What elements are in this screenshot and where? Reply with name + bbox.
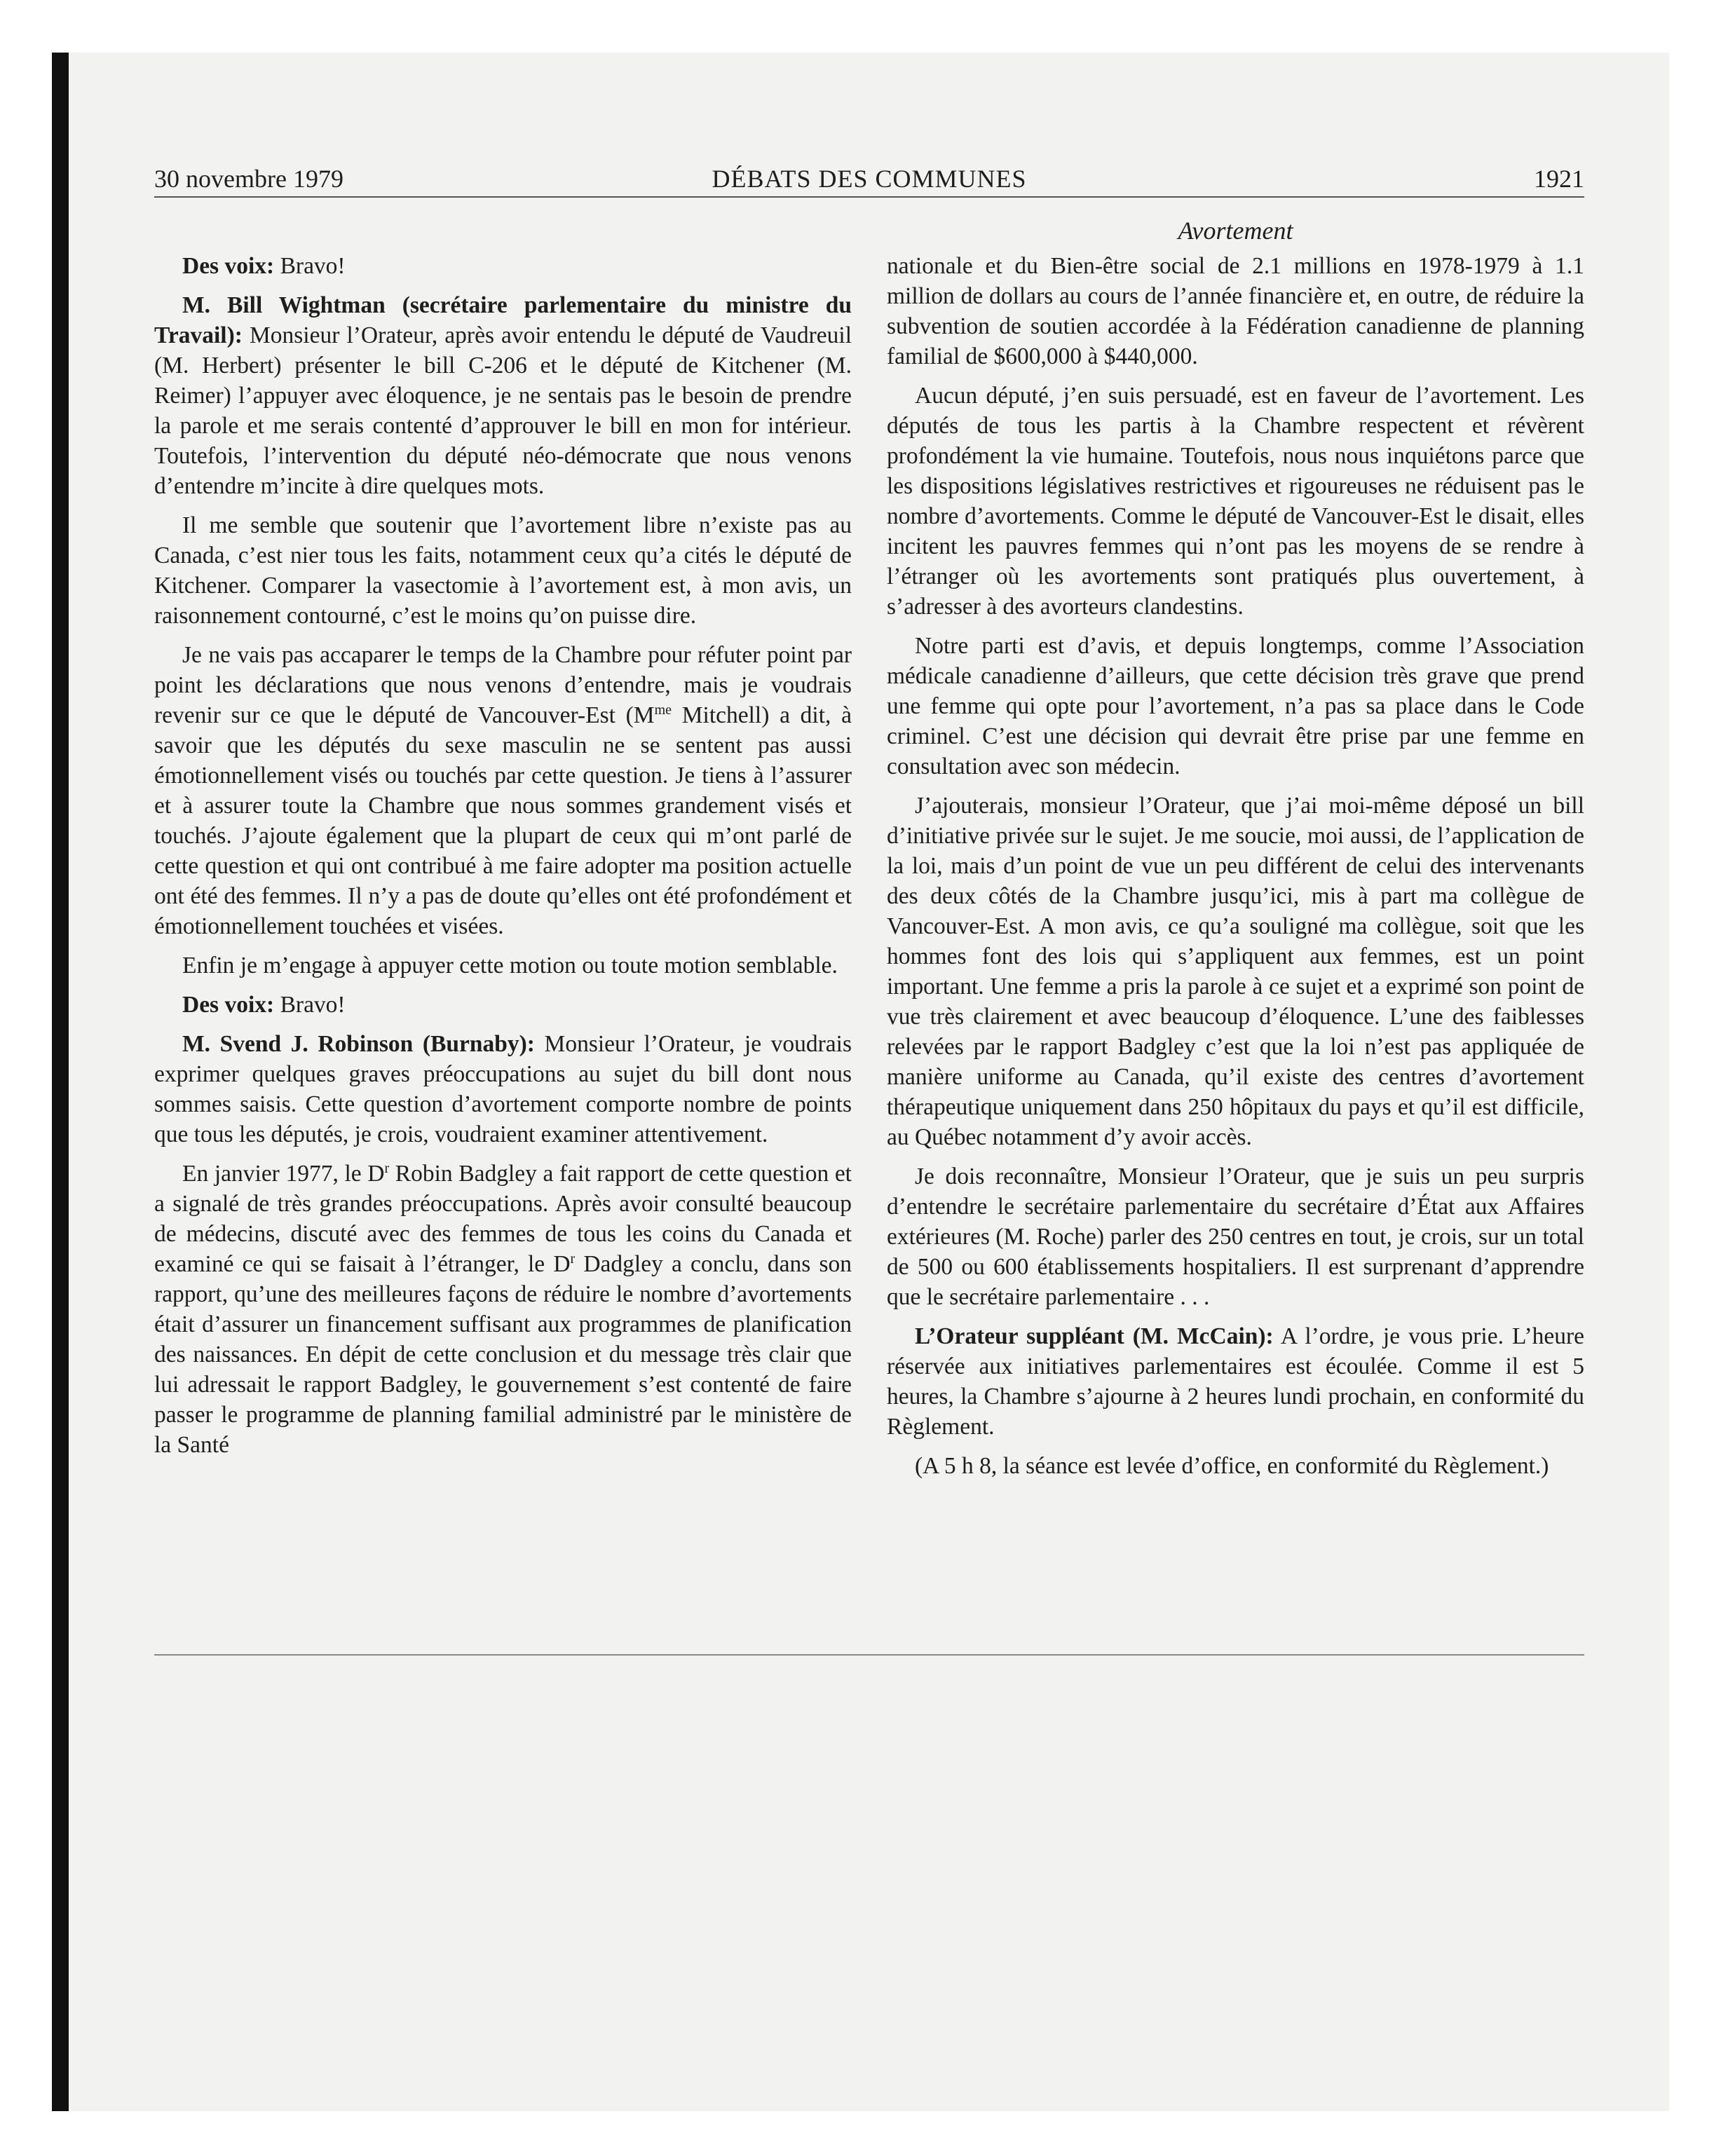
speaker-name: M. Svend J. Robinson (Burnaby): xyxy=(182,1031,535,1057)
footer-rule xyxy=(154,1654,1584,1656)
superscript: r xyxy=(384,1160,390,1176)
paragraph xyxy=(887,1321,1584,1442)
paragraph-text: Je dois reconnaître, Monsieur l’Orateur, que je suis un peu surpris d’entendre le secrétaire parlementaire du secrétaire d’État aux Affaires extérieures (M. Roche) parler des 250 centres en tout, je crois, sur un total de 500 ou 600 établissements hospitaliers. Il est surprenant d’apprendre que le secrétaire parlementaire . . . xyxy=(887,1164,1584,1310)
paragraph xyxy=(887,251,1584,371)
paragraph xyxy=(154,950,852,981)
paragraph-text: Il me semble que soutenir que l’avortement libre n’existe pas au Canada, c’est nier tous les faits, notamment ceux qu’a cités le député de Kitchener. Comparer la vasectomie à l’avortement est, à mon avis, un raisonnement contourné, c’est le moins qu’on puisse dire. xyxy=(154,512,852,629)
paragraph-text: Monsieur l’Orateur, après avoir entendu le député de Vaudreuil (M. Herbert) présenter le bill C-206 et le député de Kitchener (M. Reimer) l’appuyer avec éloquence, je ne sentais pas le besoin de prendre la parole et me serais contenté d’approuver le bill en mon for intérieur. Toutefois, l’intervention du député néo-démocrate que nous venons d’entendre m’incite à dire quelques mots. xyxy=(154,322,852,499)
paragraph-text: A l’ordre, je vous prie. L’heure réservée aux initiatives parlementaires est écoulée. Comme il est 5 heures, la Chambre s’ajourne à 2 heures lundi prochain, en conformité du Règlement. xyxy=(887,1323,1584,1440)
paragraph-text: Dadgley a conclu, dans son rapport, qu’une des meilleures façons de réduire le nombre d’avortements était d’assurer un financement suffisant aux programmes de planification des naissances. En dépit de cette conclusion et du message très clair que lui adressait le rapport Badgley, le gouvernement s’est contenté de faire passer le programme de planning familial administré par le ministère de la Santé xyxy=(154,1251,852,1458)
superscript: r xyxy=(570,1250,576,1267)
speaker-name: Des voix: xyxy=(182,253,275,279)
paragraph-text: nationale et du Bien-être social de 2.1 millions en 1978-1979 à 1.1 million de dollars au cours de l’année financière et, en outre, de réduire la subvention de soutien accordée à la Fédération canadienne de planning familial de $600,000 à $440,000. xyxy=(887,253,1584,369)
right-column xyxy=(887,251,1584,1490)
paragraph xyxy=(154,1159,852,1460)
paragraph xyxy=(154,290,852,501)
superscript: me xyxy=(654,702,672,718)
paragraph-text: Aucun député, j’en suis persuadé, est en faveur de l’avortement. Les députés de tous les partis à la Chambre respectent et révèrent profondément la vie humaine. Toutefois, nous nous inquiétons parce que les dispositions législatives restrictives et rigoureuses ne réduisent pas le nombre d’avortements. Comme le député de Vancouver-Est le disait, elles incitent les pauvres femmes qui n’ont pas les moyens de se rendre à l’étranger où les avortements sont pratiqués plus ouvertement, à s’adresser à des avorteurs clandestins. xyxy=(887,383,1584,620)
paragraph-text: Bravo! xyxy=(274,253,346,279)
paragraph-text: Robin Badgley a fait rapport de cette question et a signalé de très grandes préoccupations. Après avoir consulté beaucoup de médecins, discuté avec des femmes de tous les coins du Canada et examiné ce qui se faisait à l’étranger, le D xyxy=(154,1161,852,1277)
paragraph xyxy=(887,1451,1584,1481)
left-column xyxy=(154,251,852,1469)
paragraph xyxy=(887,791,1584,1152)
paragraph xyxy=(887,631,1584,782)
page-number: 1921 xyxy=(1534,165,1584,193)
paragraph-text: Mitchell) a dit, à savoir que les députés du sexe masculin ne se sentent pas aussi émotionnellement visés ou touchés par cette question. Je tiens à l’assurer et à assurer toute la Chambre que nous sommes grandement visés et touchés. J’ajoute également que la plupart de ceux qui m’ont parlé de cette question et qui ont contribué à me faire adopter ma position actuelle ont été des femmes. Il n’y a pas de doute qu’elles ont été profondément et émotionnellement touchées et visées. xyxy=(154,702,852,939)
speaker-name: M. Bill Wightman (secrétaire parlementaire du ministre du Travail): xyxy=(154,292,852,348)
paragraph xyxy=(154,990,852,1020)
page-header xyxy=(154,161,1584,196)
section-heading: Avortement xyxy=(1178,217,1293,245)
paragraph xyxy=(154,1029,852,1149)
paragraph xyxy=(154,640,852,941)
speaker-name: L’Orateur suppléant (M. McCain): xyxy=(915,1323,1274,1349)
paragraph xyxy=(887,381,1584,622)
paragraph-text: J’ajouterais, monsieur l’Orateur, que j’ai moi-même déposé un bill d’initiative privée sur le sujet. Je me soucie, moi aussi, de l’application de la loi, mais d’un point de vue un peu différent de celui des intervenants des deux côtés de la Chambre jusqu’ici, mis à part ma collègue de Vancouver-Est. A mon avis, ce qu’a souligné ma collègue, soit que les hommes font des lois qui s’appliquent aux femmes, est un point important. Une femme a pris la parole à ce sujet et a exprimé son point de vue très clairement et avec beaucoup d’éloquence. L’une des faiblesses relevées par le rapport Badgley c’est que la loi n’est pas appliquée de manière uniforme au Canada, qu’il existe des centres d’avortement thérapeutique uniquement dans 250 hôpitaux du pays et qu’il est difficile, au Québec notamment d’y avoir accès. xyxy=(887,793,1584,1150)
header-rule xyxy=(154,196,1584,198)
header-date: 30 novembre 1979 xyxy=(154,165,343,193)
paragraph-text: Enfin je m’engage à appuyer cette motion ou toute motion semblable. xyxy=(182,953,838,978)
paragraph-text: Je ne vais pas accaparer le temps de la Chambre pour réfuter point par point les déclarations que nous venons d’entendre, mais je voudrais revenir sur ce que le député de Vancouver-Est (M xyxy=(154,642,852,728)
paragraph-text: (A 5 h 8, la séance est levée d’office, en conformité du Règlement.) xyxy=(915,1453,1549,1479)
paragraph xyxy=(154,510,852,631)
paragraph xyxy=(154,251,852,281)
speaker-name: Des voix: xyxy=(182,992,275,1018)
paragraph-text: Bravo! xyxy=(274,992,346,1018)
header-title: DÉBATS DES COMMUNES xyxy=(712,165,1027,193)
paragraph-text: En janvier 1977, le D xyxy=(182,1161,385,1187)
paragraph-text: Monsieur l’Orateur, je voudrais exprimer quelques graves préoccupations au sujet du bill dont nous sommes saisis. Cette question d’avortement comporte nombre de points que tous les députés, je crois, voudraient examiner attentivement. xyxy=(154,1031,852,1147)
scan-edge xyxy=(52,53,69,2111)
paragraph xyxy=(887,1161,1584,1312)
paragraph-text: Notre parti est d’avis, et depuis longtemps, comme l’Association médicale canadienne d’ailleurs, que cette décision très grave que prend une femme qui opte pour l’avortement, n’a pas sa place dans le Code criminel. C’est une décision qui devrait être prise par une femme en consultation avec son médecin. xyxy=(887,633,1584,779)
